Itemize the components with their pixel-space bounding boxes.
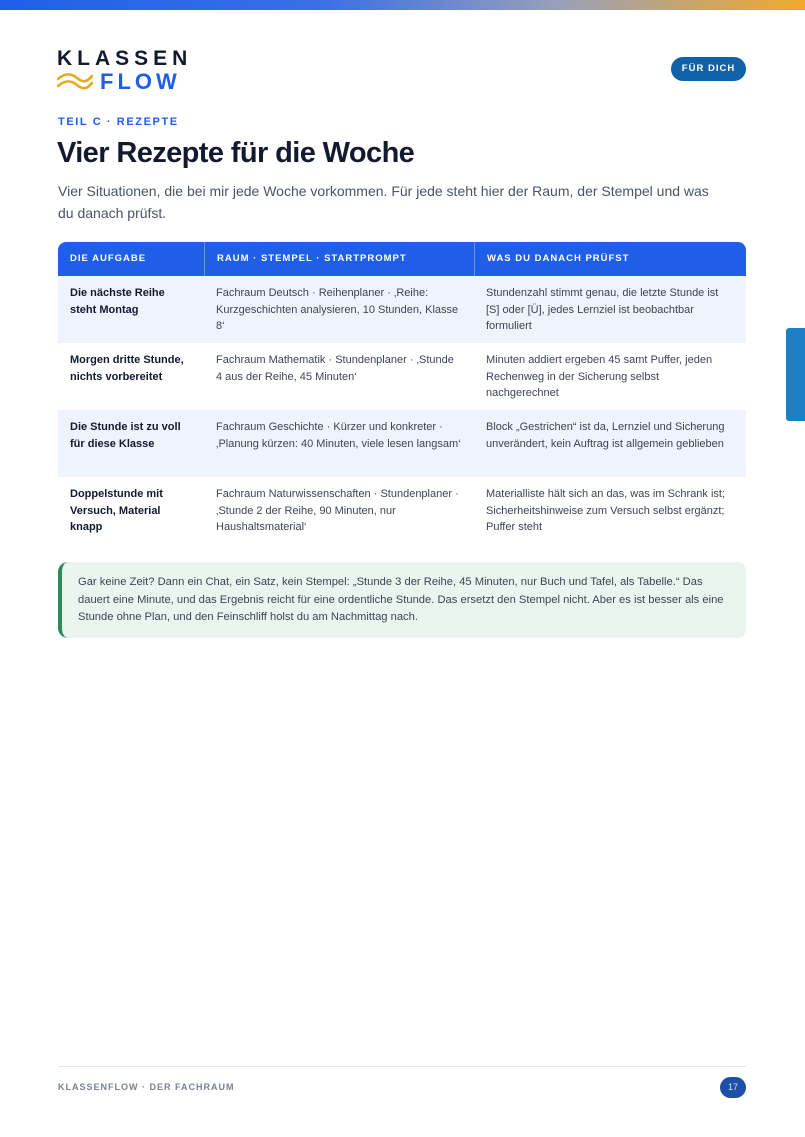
wave-icon (57, 72, 93, 92)
tip-callout: Gar keine Zeit? Dann ein Chat, ein Satz, kein Stempel: „Stunde 3 der Reihe, 45 Minuten, nur Buch und Tafel, als Tabelle.“ Das dauert eine Minute, und das Ergebnis reicht für eine ordentliche Stunde. Das ersetzt den Stempel nicht. Aber es ist besser als eine Stunde ohne Plan, und den Feinschliff holst du am Nachmittag nach. (58, 562, 746, 638)
table-row (58, 276, 746, 343)
top-gradient-bar (0, 0, 805, 10)
footer-divider (58, 1066, 746, 1067)
task-cell: Doppelstunde mit Versuch, Material knapp (70, 488, 163, 533)
table-row (58, 477, 746, 544)
logo-bottom-row (57, 70, 187, 94)
check-cell: Minuten addiert ergeben 45 samt Puffer, jeden Rechenweg in der Sicherung selbst nachgerechnet (486, 354, 713, 399)
page-title: Vier Rezepte für die Woche (57, 137, 415, 169)
section-eyebrow: TEIL C · REZEPTE (58, 116, 179, 128)
logo-wordmark-bottom: FLOW (100, 69, 181, 94)
check-cell: Stundenzahl stimmt genau, die letzte Stunde ist [S] oder [Ü], jedes Lernziel ist beobachtbar formuliert (486, 287, 719, 332)
page-number: 17 (720, 1077, 746, 1098)
task-cell: Morgen dritte Stunde, nichts vorbereitet (70, 354, 184, 383)
logo-wordmark-top: KLASSEN (57, 47, 193, 70)
check-cell: Materialliste hält sich an das, was im Schrank ist; Sicherheitshinweise zum Versuch selbst ergänzt; Puffer steht (486, 488, 726, 533)
column-header-check: WAS DU DANACH PRÜFST (474, 242, 746, 276)
intro-paragraph: Vier Situationen, die bei mir jede Woche vorkommen. Für jede steht hier der Raum, der Stempel und was du danach prüfst. (58, 183, 709, 221)
column-header-room: RAUM · STEMPEL · STARTPROMPT (204, 242, 474, 276)
side-tab-marker (786, 328, 805, 421)
room-cell: Fachraum Geschichte · Kürzer und konkreter · ‚Planung kürzen: 40 Minuten, viele lesen langsam‘ (216, 421, 461, 450)
column-header-task: DIE AUFGABE (70, 253, 147, 264)
table-row (58, 410, 746, 477)
table-row (58, 343, 746, 410)
table-header (58, 242, 746, 276)
check-cell: Block „Gestrichen“ ist da, Lernziel und Sicherung unverändert, kein Auftrag ist allgemein geblieben (486, 421, 725, 450)
room-cell: Fachraum Mathematik · Stundenplaner · ‚Stunde 4 aus der Reihe, 45 Minuten‘ (216, 354, 454, 383)
audience-badge: FÜR DICH (671, 57, 746, 81)
room-cell: Fachraum Deutsch · Reihenplaner · ‚Reihe: Kurzgeschichten analysieren, 10 Stunden, Klasse 8‘ (216, 287, 459, 332)
recipes-table (58, 242, 746, 544)
task-cell: Die nächste Reihe steht Montag (70, 287, 165, 316)
footer-label: KLASSENFLOW · DER FACHRAUM (58, 1082, 235, 1092)
task-cell: Die Stunde ist zu voll für diese Klasse (70, 421, 181, 450)
room-cell: Fachraum Naturwissenschaften · Stundenplaner · ‚Stunde 2 der Reihe, 90 Minuten, nur Haushaltsmaterial‘ (216, 488, 459, 533)
brand-logo (57, 47, 193, 94)
